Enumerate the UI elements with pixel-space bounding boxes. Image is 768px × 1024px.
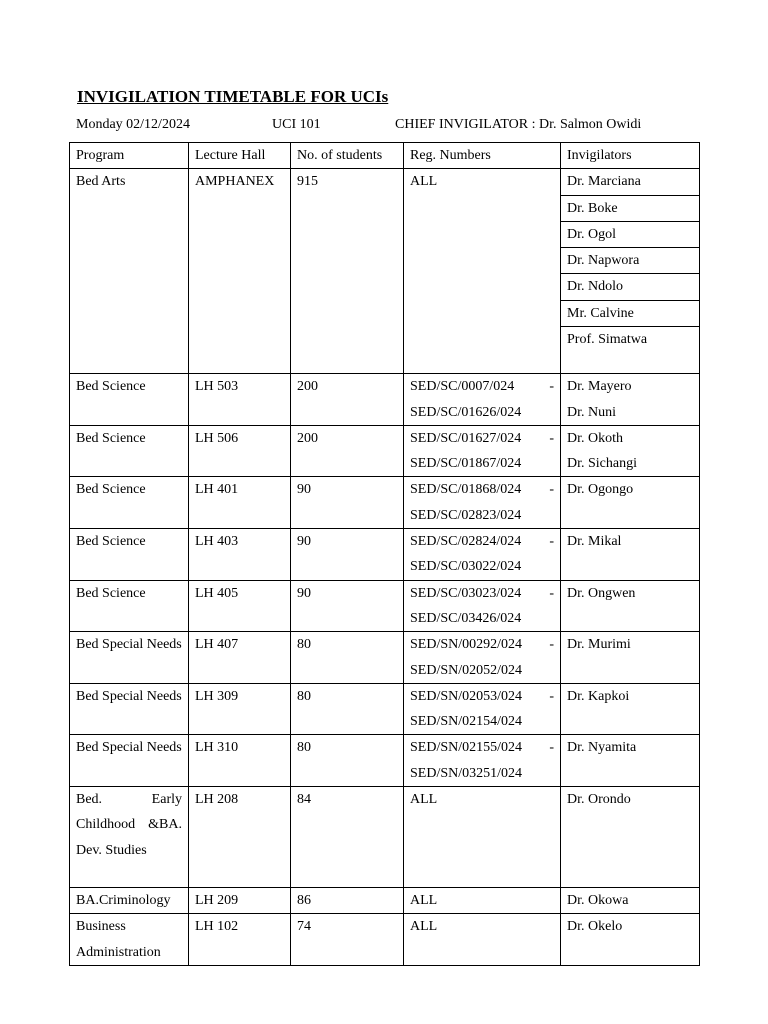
- lecture-hall-cell: LH 208: [189, 787, 291, 888]
- invigilator-name: Dr. Ndolo: [561, 274, 699, 300]
- student-count-cell: 90: [291, 580, 404, 632]
- invigilator-name: Dr. Nuni: [567, 404, 616, 420]
- reg-numbers-cell: [404, 632, 561, 684]
- range-dash: -: [549, 430, 554, 446]
- student-count-cell: 80: [291, 632, 404, 684]
- reg-range-start: [410, 374, 554, 399]
- program-cell: Bed Special Needs: [70, 735, 189, 787]
- column-header: No. of students: [291, 143, 404, 169]
- table-row: [70, 914, 700, 966]
- range-dash: -: [549, 482, 554, 498]
- invigilators-cell: [561, 169, 700, 374]
- lecture-hall-cell: LH 403: [189, 529, 291, 581]
- reg-range-start: [410, 426, 554, 451]
- program-cell: Bed. Early Childhood &BA. Dev. Studies: [70, 787, 189, 888]
- reg-range-start: [410, 684, 554, 709]
- table-row: [70, 529, 700, 581]
- program-cell: Bed Arts: [70, 169, 189, 374]
- exam-date: Monday 02/12/2024: [76, 117, 190, 132]
- invigilator-name: Dr. Marciana: [561, 169, 699, 195]
- reg-range-start: [410, 529, 554, 554]
- reg-numbers-cell: [404, 735, 561, 787]
- reg-numbers-cell: [404, 529, 561, 581]
- invigilator-name: Dr. Mikal: [567, 534, 622, 550]
- program-cell: Bed Science: [70, 529, 189, 581]
- reg-range-start: [410, 632, 554, 657]
- range-dash: -: [549, 637, 554, 653]
- invigilator-name: Dr. Okoth: [567, 430, 623, 446]
- invigilators-cell: [561, 914, 700, 966]
- reg-number: SED/SN/00292/024: [410, 637, 523, 653]
- invigilators-cell: [561, 632, 700, 684]
- reg-numbers-cell: [404, 425, 561, 477]
- invigilator-name: Dr. Okelo: [567, 919, 623, 935]
- column-header: Lecture Hall: [189, 143, 291, 169]
- invigilator-name: Dr. Orondo: [567, 792, 631, 808]
- table-row: [70, 683, 700, 735]
- table-row: [70, 374, 700, 426]
- invigilators-cell: [561, 888, 700, 914]
- invigilator-name: Dr. Okowa: [567, 893, 629, 909]
- reg-range-start: [410, 581, 554, 606]
- column-header: Invigilators: [561, 143, 700, 169]
- program-cell: Bed Special Needs: [70, 632, 189, 684]
- reg-number: ALL: [410, 919, 438, 935]
- reg-number: SED/SN/02053/024: [410, 688, 523, 704]
- course-code: UCI 101: [272, 117, 321, 132]
- reg-numbers-cell: [404, 888, 561, 914]
- program-cell: Bed Science: [70, 425, 189, 477]
- page-title: INVIGILATION TIMETABLE FOR UCIs: [77, 87, 389, 106]
- reg-numbers-cell: [404, 374, 561, 426]
- reg-numbers-cell: [404, 477, 561, 529]
- invigilator-name: Dr. Napwora: [561, 248, 699, 274]
- invigilator-name: Dr. Sichangi: [567, 456, 637, 472]
- reg-number: SED/SC/03426/024: [410, 610, 522, 626]
- program-cell: Business Administration: [70, 914, 189, 966]
- student-count-cell: 86: [291, 888, 404, 914]
- student-count-cell: 90: [291, 477, 404, 529]
- program-cell: BA.Criminology: [70, 888, 189, 914]
- program-cell: Bed Special Needs: [70, 683, 189, 735]
- reg-numbers-cell: [404, 683, 561, 735]
- lecture-hall-cell: LH 401: [189, 477, 291, 529]
- range-dash: -: [549, 534, 554, 550]
- table-row: [70, 787, 700, 888]
- lecture-hall-cell: LH 309: [189, 683, 291, 735]
- invigilator-name: Dr. Ongwen: [567, 585, 636, 601]
- student-count-cell: 80: [291, 683, 404, 735]
- table-row: [70, 477, 700, 529]
- lecture-hall-cell: LH 209: [189, 888, 291, 914]
- lecture-hall-cell: LH 407: [189, 632, 291, 684]
- invigilators-cell: [561, 529, 700, 581]
- student-count-cell: 915: [291, 169, 404, 374]
- reg-numbers-cell: [404, 914, 561, 966]
- table-row: [70, 425, 700, 477]
- invigilator-name: Prof. Simatwa: [567, 332, 648, 348]
- table-row: [70, 580, 700, 632]
- reg-number: SED/SC/03022/024: [410, 559, 522, 575]
- reg-range-start: [410, 477, 554, 502]
- invigilators-cell: [561, 787, 700, 888]
- lecture-hall-cell: AMPHANEX: [189, 169, 291, 374]
- invigilators-cell: [561, 580, 700, 632]
- student-count-cell: 80: [291, 735, 404, 787]
- reg-number: SED/SN/02052/024: [410, 662, 523, 678]
- reg-number: SED/SC/01627/024: [410, 430, 522, 446]
- reg-number: SED/SC/01868/024: [410, 482, 522, 498]
- invigilators-cell: [561, 683, 700, 735]
- table-row: [70, 888, 700, 914]
- program-cell: Bed Science: [70, 374, 189, 426]
- student-count-cell: 200: [291, 374, 404, 426]
- reg-number: SED/SC/02823/024: [410, 507, 522, 523]
- reg-number: SED/SC/01867/024: [410, 456, 522, 472]
- invigilator-name: Dr. Mayero: [567, 379, 632, 395]
- range-dash: -: [549, 688, 554, 704]
- invigilator-name: Dr. Ogongo: [567, 482, 634, 498]
- lecture-hall-cell: LH 310: [189, 735, 291, 787]
- table-row: [70, 632, 700, 684]
- program-cell: Bed Science: [70, 580, 189, 632]
- reg-numbers-cell: [404, 580, 561, 632]
- reg-number: SED/SN/02155/024: [410, 740, 523, 756]
- table-row: [70, 735, 700, 787]
- invigilator-name: Dr. Nyamita: [567, 740, 637, 756]
- reg-number: SED/SC/01626/024: [410, 404, 522, 420]
- reg-numbers-cell: [404, 787, 561, 888]
- invigilators-cell: [561, 735, 700, 787]
- invigilation-table: [69, 142, 700, 966]
- reg-number: SED/SC/02824/024: [410, 534, 522, 550]
- lecture-hall-cell: LH 506: [189, 425, 291, 477]
- student-count-cell: 200: [291, 425, 404, 477]
- lecture-hall-cell: LH 405: [189, 580, 291, 632]
- column-header: Reg. Numbers: [404, 143, 561, 169]
- reg-numbers-cell: [404, 169, 561, 374]
- reg-number: ALL: [410, 893, 438, 909]
- table-row: [70, 169, 700, 374]
- invigilators-cell: [561, 477, 700, 529]
- chief-invigilator: CHIEF INVIGILATOR : Dr. Salmon Owidi: [395, 117, 642, 132]
- table-header-row: [70, 143, 700, 169]
- invigilator-name: Dr. Ogol: [561, 222, 699, 248]
- reg-number: ALL: [410, 174, 438, 190]
- range-dash: -: [549, 379, 554, 395]
- student-count-cell: 84: [291, 787, 404, 888]
- student-count-cell: 90: [291, 529, 404, 581]
- invigilator-name: Mr. Calvine: [561, 301, 699, 327]
- reg-number: ALL: [410, 792, 438, 808]
- invigilators-cell: [561, 425, 700, 477]
- reg-range-start: [410, 735, 554, 760]
- reg-number: SED/SC/0007/024: [410, 379, 515, 395]
- invigilator-name: Dr. Kapkoi: [567, 688, 630, 704]
- program-cell: Bed Science: [70, 477, 189, 529]
- reg-number: SED/SC/03023/024: [410, 585, 522, 601]
- range-dash: -: [549, 585, 554, 601]
- reg-number: SED/SN/02154/024: [410, 714, 523, 730]
- invigilators-cell: [561, 374, 700, 426]
- column-header: Program: [70, 143, 189, 169]
- invigilator-name: Dr. Murimi: [567, 637, 631, 653]
- range-dash: -: [549, 740, 554, 756]
- student-count-cell: 74: [291, 914, 404, 966]
- lecture-hall-cell: LH 503: [189, 374, 291, 426]
- lecture-hall-cell: LH 102: [189, 914, 291, 966]
- invigilator-name: Dr. Boke: [561, 196, 699, 222]
- reg-number: SED/SN/03251/024: [410, 765, 523, 781]
